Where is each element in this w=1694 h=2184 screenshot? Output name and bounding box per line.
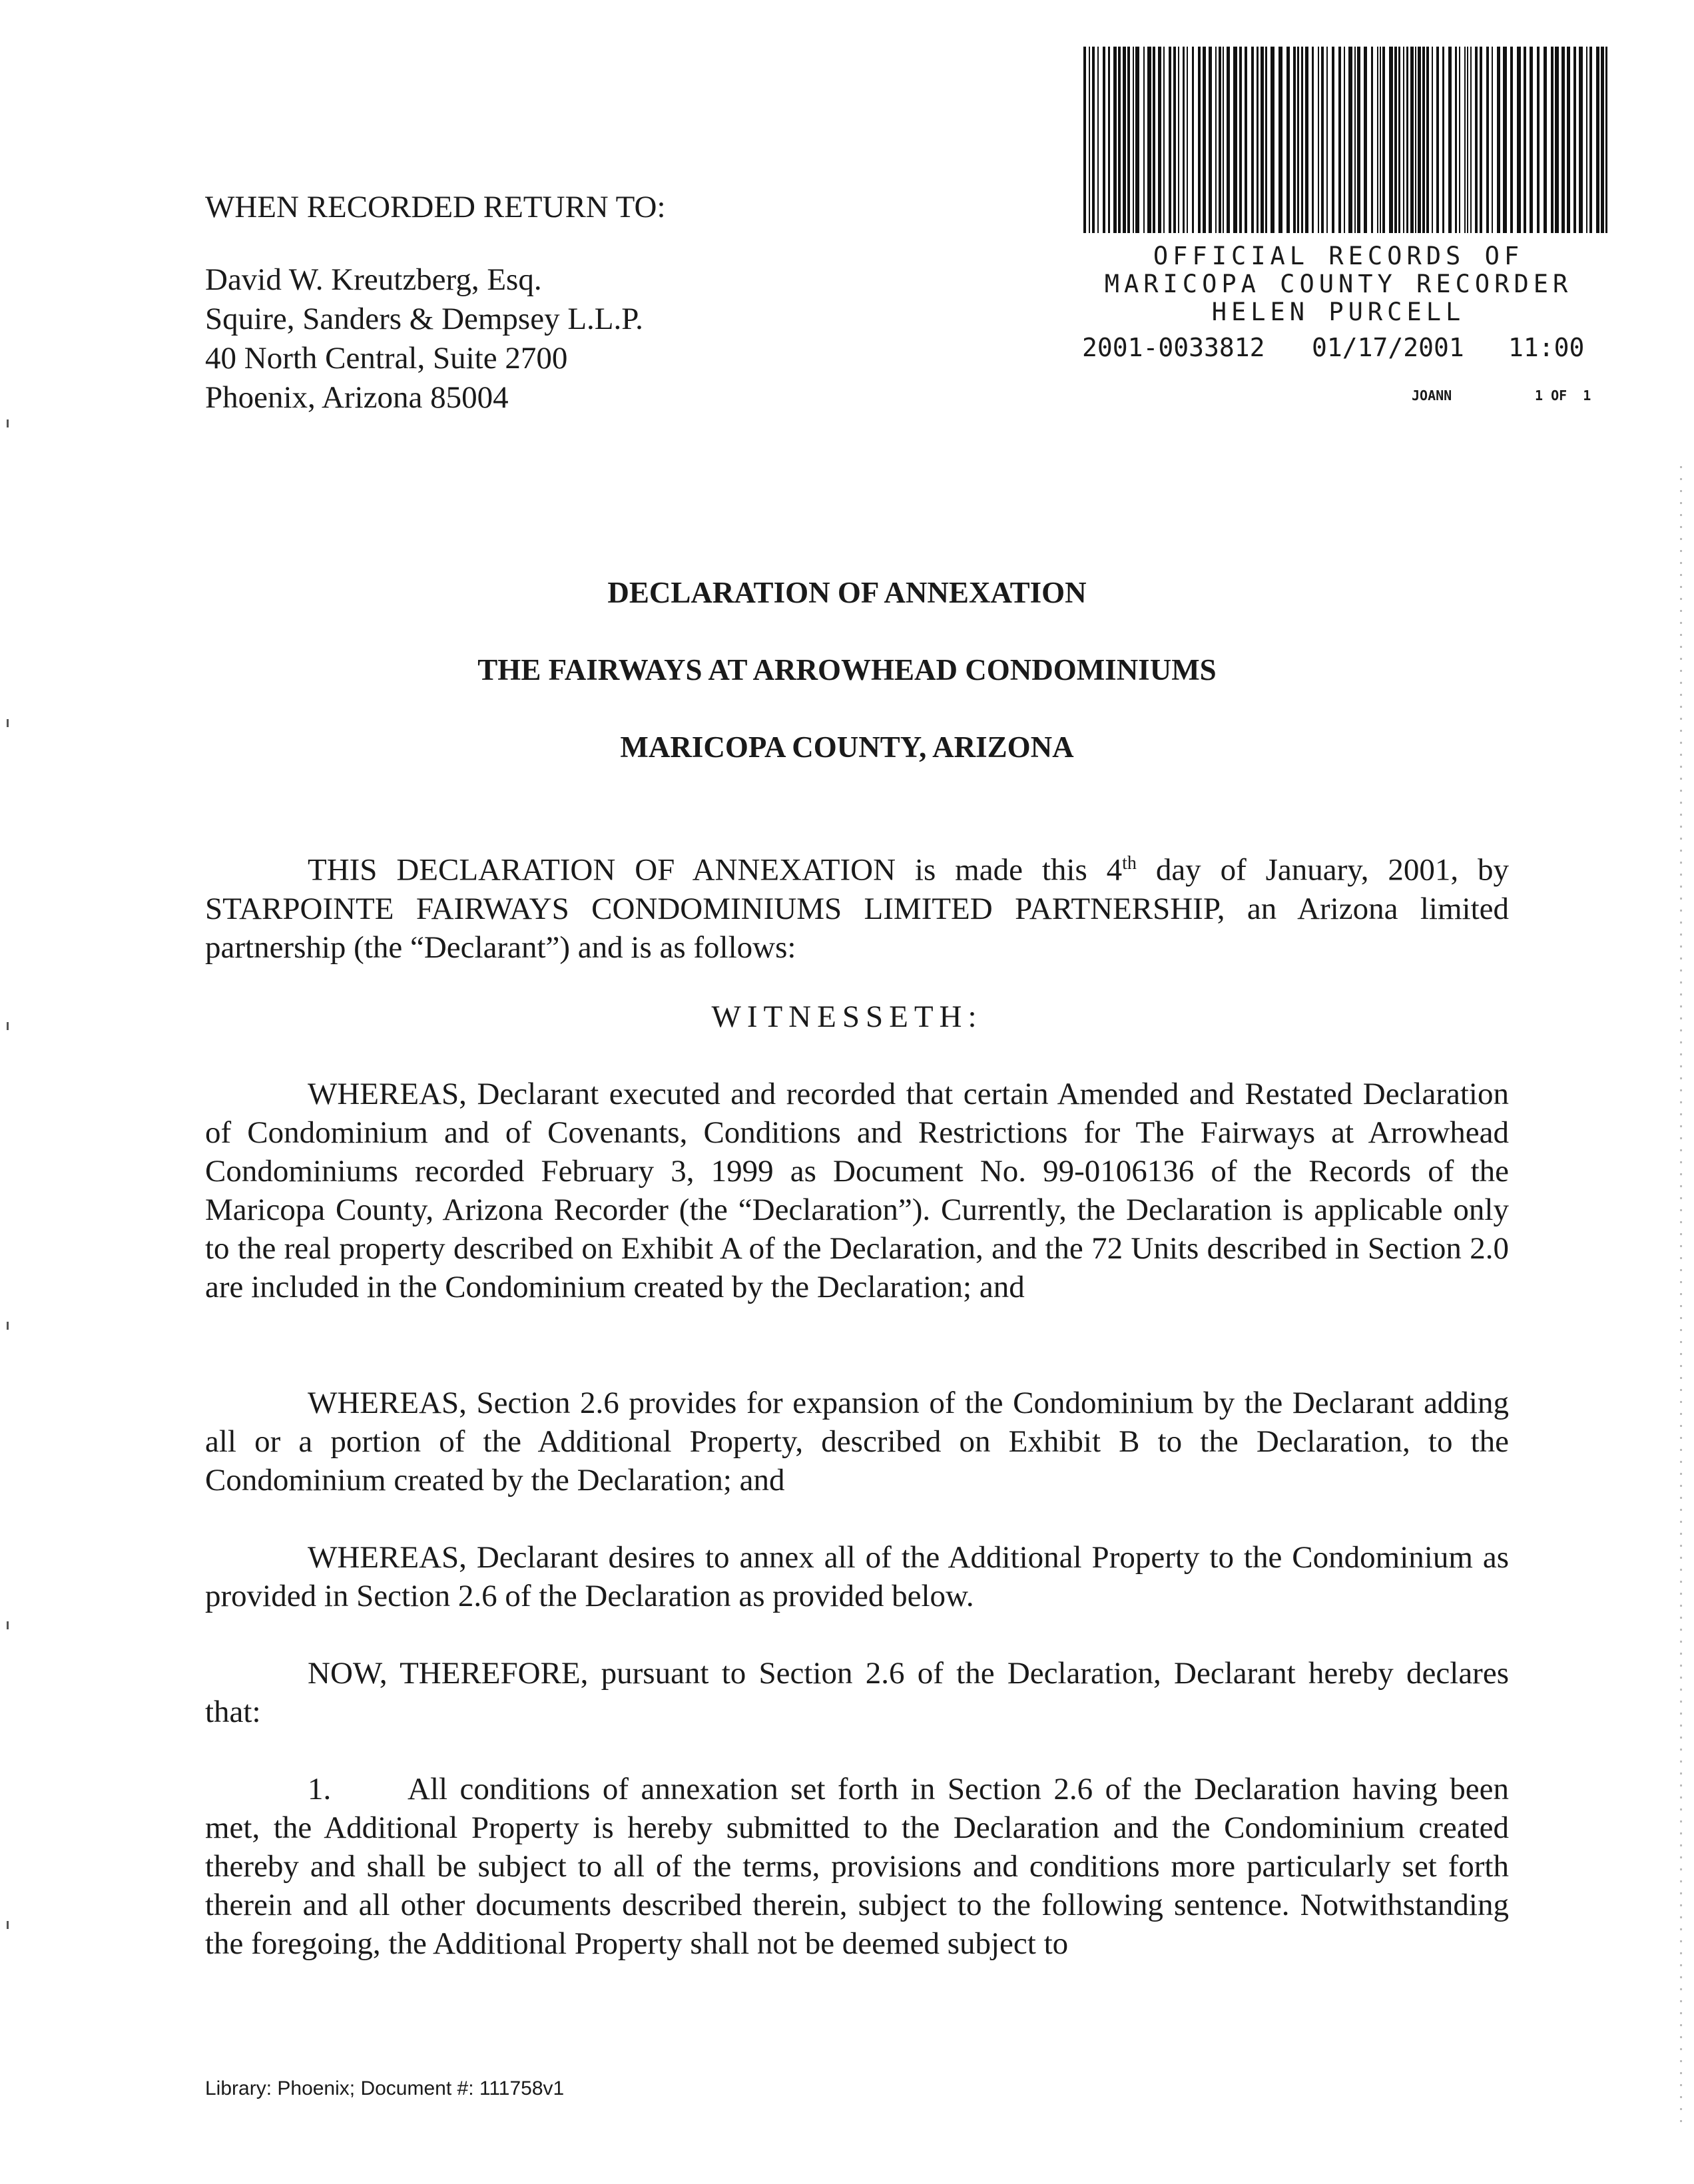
barcode-bar	[1215, 47, 1217, 233]
barcode-bar	[1257, 47, 1259, 233]
scan-mark	[7, 1621, 9, 1629]
intro-superscript: th	[1122, 853, 1137, 874]
barcode-bar	[1398, 47, 1400, 233]
stamp-line1: OFFICIAL RECORDS OF	[1153, 242, 1524, 270]
barcode-bar	[1198, 47, 1201, 233]
barcode-bar	[1223, 47, 1224, 233]
scan-mark	[7, 1921, 9, 1929]
barcode-bar	[1169, 47, 1171, 233]
barcode-bar	[1173, 47, 1176, 233]
return-address-line1: 40 North Central, Suite 2700	[205, 341, 568, 376]
stamp-time: 11:00	[1508, 333, 1585, 362]
barcode-bar	[1239, 47, 1242, 233]
barcode-bar	[1561, 47, 1565, 233]
barcode-bar	[1432, 47, 1433, 233]
barcode-bar	[1083, 47, 1086, 233]
barcode-bar	[1537, 47, 1540, 233]
barcode-bar	[1127, 47, 1130, 233]
barcode-bar	[1270, 47, 1274, 233]
barcode-bar	[1524, 47, 1526, 233]
barcode-bar	[1286, 47, 1290, 233]
barcode-bar	[1338, 47, 1341, 233]
barcode-bar	[1357, 47, 1360, 233]
barcode-image	[1082, 47, 1613, 233]
barcode-bar	[1118, 47, 1121, 233]
barcode-bar	[1251, 47, 1254, 233]
barcode-bar	[1436, 47, 1439, 233]
barcode-bar	[1382, 47, 1385, 233]
barcode-bar	[1227, 47, 1230, 233]
barcode-bar	[1418, 47, 1421, 233]
barcode-bar	[1589, 47, 1592, 233]
barcode-bar	[1364, 47, 1367, 233]
barcode-bar	[1475, 47, 1478, 233]
barcode-bar	[1380, 47, 1381, 233]
intro-text-end: day of January, 2001, by STARPOINTE FAIRWAYS CONDOMINIUMS LIMITED PARTNERSHIP, an Arizona limited partnership (the “Declarant”) and is as follows:	[205, 852, 1509, 965]
barcode-bar	[1586, 47, 1587, 233]
barcode-bar	[1354, 47, 1356, 233]
barcode-bar	[1551, 47, 1553, 233]
item-number: 1.	[308, 1772, 332, 1806]
intro-text-start: THIS DECLARATION OF ANNEXATION is made this 4	[308, 852, 1123, 888]
barcode-bar	[1464, 47, 1466, 233]
barcode-bar	[1163, 47, 1165, 233]
barcode-bar	[1261, 47, 1264, 233]
barcode-bar	[1492, 47, 1493, 233]
barcode-bar	[1092, 47, 1095, 233]
barcode-bar	[1422, 47, 1425, 233]
return-name: David W. Kreutzberg, Esq.	[205, 262, 542, 297]
numbered-paragraph-1	[205, 1770, 1509, 1963]
library-footer: Library: Phoenix; Document #: 111758v1	[205, 2077, 565, 2099]
barcode-bar	[1312, 47, 1314, 233]
whereas-paragraph-2: WHEREAS, Section 2.6 provides for expansion of the Condominium by the Declarant adding all or a portion of the Additional Property, described on Exhibit B to the Declaration, to the Condominium created by the Declaration; and	[205, 1386, 1509, 1498]
barcode-bar	[1497, 47, 1500, 233]
barcode-bar	[1573, 47, 1576, 233]
barcode-bar	[1219, 47, 1221, 233]
barcode-bar	[1517, 47, 1521, 233]
barcode-bar	[1297, 47, 1299, 233]
return-address-block	[205, 188, 666, 417]
stamp-clerk: JOANN	[1412, 388, 1452, 404]
stamp-line3: HELEN PURCELL	[1211, 298, 1466, 326]
item-text: All conditions of annexation set forth in Section 2.6 of the Declaration having been met, the Additional Property is hereby submitted to the Declaration and the Condominium created thereby and shall be subject to all of the terms, provisions and conditions more particularly set forth therein and all other documents described therein, subject to the following sentence. Notwithstanding the foregoing, the Additional Property shall not be deemed subject to	[205, 1772, 1509, 1961]
barcode-bar	[1510, 47, 1513, 233]
barcode-bar	[1406, 47, 1408, 233]
barcode-bar	[1153, 47, 1155, 233]
barcode-bar	[1530, 47, 1533, 233]
barcode-bar	[1410, 47, 1414, 233]
barcode-bar	[1415, 47, 1416, 233]
scan-mark	[7, 1322, 9, 1330]
barcode-bar	[1455, 47, 1457, 233]
barcode-bar	[1293, 47, 1296, 233]
barcode-bar	[1467, 47, 1468, 233]
barcode-bar	[1158, 47, 1161, 233]
barcode-bar	[1192, 47, 1194, 233]
whereas-paragraph-1: WHEREAS, Declarant executed and recorded that certain Amended and Restated Declaration of Condominium and of Covenants, Conditions and Restrictions for The Fairways at Arrowhead Condominiums recorded February 3, 1999 as Document No. 99-0106136 of the Records of the Maricopa County, Arizona Recorder (the “Declaration”). Currently, the Declaration is applicable only to the real property described on Exhibit A of the Declaration, and the 72 Units described in Section 2.0 are included in the Condominium created by the Declaration; and	[205, 1077, 1509, 1304]
barcode-bar	[1470, 47, 1472, 233]
barcode-bar	[1459, 47, 1460, 233]
barcode-bar	[1265, 47, 1267, 233]
return-address-line2: Phoenix, Arizona 85004	[205, 380, 509, 415]
barcode-bar	[1605, 47, 1607, 233]
barcode-bar	[1278, 47, 1282, 233]
barcode-bar	[1103, 47, 1105, 233]
barcode-bar	[1544, 47, 1547, 233]
barcode-bar	[1389, 47, 1393, 233]
barcode-bar	[1332, 47, 1334, 233]
stamp-line2: MARICOPA COUNTY RECORDER	[1104, 270, 1573, 298]
barcode-bar	[1371, 47, 1373, 233]
scan-mark	[7, 1022, 9, 1030]
barcode-bar	[1601, 47, 1604, 233]
barcode-bar	[1203, 47, 1206, 233]
county-title: MARICOPA COUNTY, ARIZONA	[620, 730, 1074, 764]
document-title: DECLARATION OF ANNEXATION	[607, 576, 1087, 609]
scan-edge-dots	[1680, 466, 1682, 2131]
barcode-bar	[1486, 47, 1489, 233]
scan-mark	[7, 419, 9, 427]
barcode-bar	[1596, 47, 1599, 233]
barcode-bar	[1448, 47, 1452, 233]
barcode-bar	[1321, 47, 1324, 233]
barcode-bar	[1394, 47, 1397, 233]
barcode-bar	[1442, 47, 1444, 233]
barcode-bar	[1480, 47, 1482, 233]
barcode-bar	[1579, 47, 1583, 233]
recorder-stamp	[1065, 242, 1611, 408]
barcode-bar	[1344, 47, 1345, 233]
barcode-bar	[1183, 47, 1185, 233]
barcode-bar	[1245, 47, 1247, 233]
witnesseth-heading: WITNESSETH:	[711, 999, 983, 1034]
barcode-bar	[1135, 47, 1139, 233]
barcode-bar	[1426, 47, 1429, 233]
barcode-bar	[1567, 47, 1570, 233]
barcode-bar	[1233, 47, 1237, 233]
barcode-bar	[1123, 47, 1126, 233]
barcode-bar	[1089, 47, 1090, 233]
stamp-document-number: 2001-0033812	[1082, 333, 1265, 362]
barcode-bar	[1326, 47, 1328, 233]
return-firm: Squire, Sanders & Dempsey L.L.P.	[205, 302, 643, 336]
barcode-bar	[1318, 47, 1319, 233]
barcode-bar	[1143, 47, 1145, 233]
barcode-bar	[1377, 47, 1378, 233]
barcode-bar	[1147, 47, 1151, 233]
barcode-bar	[1301, 47, 1303, 233]
scan-mark	[7, 719, 9, 727]
barcode-bar	[1503, 47, 1507, 233]
barcode-bar	[1348, 47, 1352, 233]
whereas-paragraph-3: WHEREAS, Declarant desires to annex all of the Additional Property to the Condominium as provided in Section 2.6 of the Declaration as provided below.	[205, 1540, 1509, 1613]
barcode-bar	[1403, 47, 1404, 233]
now-therefore-paragraph: NOW, THEREFORE, pursuant to Section 2.6 of the Declaration, Declarant hereby declares that:	[205, 1656, 1509, 1729]
barcode-bar	[1178, 47, 1179, 233]
barcode-bar	[1108, 47, 1110, 233]
return-heading: WHEN RECORDED RETURN TO:	[205, 190, 666, 224]
barcode-bar	[1097, 47, 1099, 233]
stamp-page-count: 1 OF 1	[1535, 388, 1591, 404]
intro-paragraph	[205, 844, 1509, 967]
barcode-bar	[1187, 47, 1188, 233]
barcode-bar	[1209, 47, 1212, 233]
barcode-bar	[1555, 47, 1559, 233]
barcode-bar	[1113, 47, 1117, 233]
stamp-date: 01/17/2001	[1312, 333, 1464, 362]
property-title: THE FAIRWAYS AT ARROWHEAD CONDOMINIUMS	[477, 653, 1217, 686]
barcode-bar	[1305, 47, 1308, 233]
barcode-bar	[1133, 47, 1134, 233]
